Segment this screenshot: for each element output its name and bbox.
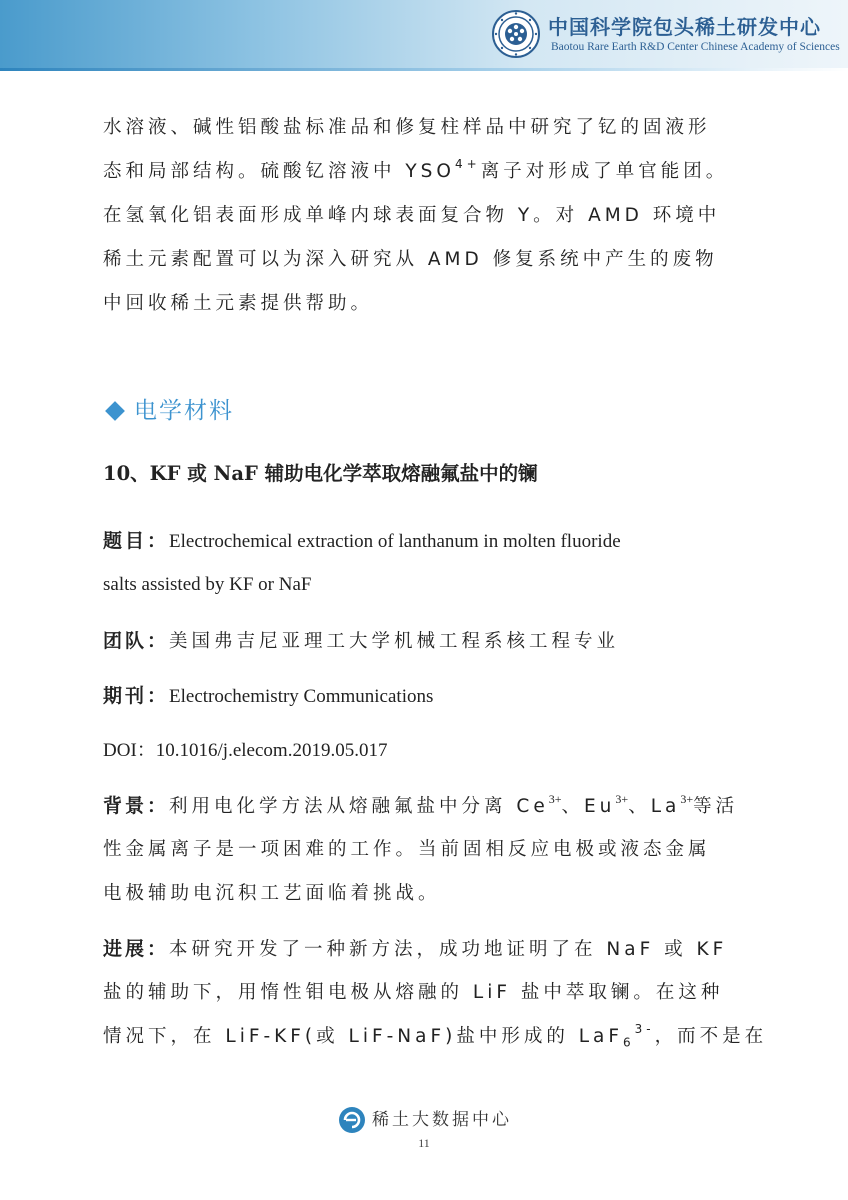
doi-text[interactable]: 10.1016/j.elecom.2019.05.017 xyxy=(155,740,388,761)
topic-text-1: Electrochemical extraction of lanthanum in molten fluoride xyxy=(169,531,621,552)
la-charge: 3+ xyxy=(680,791,694,806)
team-label: 团队： xyxy=(103,630,170,652)
page-number: 11 xyxy=(418,1136,430,1150)
eu-charge: 3+ xyxy=(615,791,629,806)
article-title: 10、KF 或 NaF 辅助电化学萃取熔融氟盐中的镧 xyxy=(103,462,538,485)
team-block xyxy=(103,619,748,663)
laf-charge: 3- xyxy=(634,1021,655,1036)
journal-block xyxy=(103,674,748,718)
background-sep-1: 、Eu xyxy=(561,796,616,817)
laf-subscript: 6 xyxy=(622,1035,635,1050)
section-heading xyxy=(103,392,234,436)
intro-line-5: 中回收稀土元素提供帮助。 xyxy=(103,293,374,314)
journal-text: Electrochemistry Communications xyxy=(169,686,434,707)
journal-label: 期刊： xyxy=(103,685,170,707)
intro-line-2 xyxy=(103,150,748,194)
topic-line-1 xyxy=(103,519,748,563)
background-block xyxy=(103,784,748,916)
background-line-1 xyxy=(103,784,748,828)
background-text-1: 利用电化学方法从熔融氟盐中分离 Ce xyxy=(169,796,549,817)
ce-charge: 3+ xyxy=(548,791,562,806)
background-sep-2: 、La xyxy=(628,796,681,817)
intro-line-2-text: 态和局部结构。硫酸钇溶液中 YSO xyxy=(103,161,455,182)
header-subtitle: Baotou Rare Earth R&D Center Chinese Academy of Sciences xyxy=(551,41,840,53)
intro-line-4: 稀土元素配置可以为深入研究从 AMD 修复系统中产生的废物 xyxy=(103,249,718,270)
yso-charge: 4+ xyxy=(455,156,481,171)
diamond-icon xyxy=(105,401,125,421)
footer-text: 稀土大数据中心 xyxy=(372,1110,512,1130)
progress-label: 进展： xyxy=(103,938,170,960)
intro-line-2-tail: 离子对形成了单官能团。 xyxy=(480,161,729,182)
journal-line xyxy=(103,674,748,718)
progress-block xyxy=(103,927,768,1059)
progress-text-3: 情况下，在 LiF-KF(或 LiF-NaF)盐中形成的 LaF xyxy=(103,1026,623,1047)
progress-text-1: 本研究开发了一种新方法，成功地证明了在 NaF 或 KF xyxy=(169,939,728,960)
background-text-end: 等活 xyxy=(693,796,739,817)
progress-line-1 xyxy=(103,927,748,971)
background-line-2: 性金属离子是一项困难的工作。当前固相反应电极或液态金属 xyxy=(103,839,711,860)
doi-label: DOI： xyxy=(103,740,156,761)
page-header xyxy=(0,0,848,68)
progress-text-3-tail: ，而不是在 xyxy=(654,1026,768,1047)
team-line xyxy=(103,619,748,663)
background-line-3: 电极辅助电沉积工艺面临着挑战。 xyxy=(103,883,441,904)
intro-paragraph xyxy=(103,106,748,326)
team-text: 美国弗吉尼亚理工大学机械工程系核工程专业 xyxy=(169,631,620,652)
doi-block xyxy=(103,729,748,773)
background-label: 背景： xyxy=(103,795,170,817)
intro-line-3: 在氢氧化铝表面形成单峰内球表面复合物 Y。对 AMD 环境中 xyxy=(103,205,721,226)
progress-line-3 xyxy=(103,1015,768,1059)
header-title: 中国科学院包头稀土研发中心 xyxy=(548,15,821,39)
cas-emblem-icon xyxy=(492,10,540,58)
topic-label: 题目： xyxy=(103,530,170,552)
intro-line-1: 水溶液、碱性铝酸盐标准品和修复柱样品中研究了钇的固液形 xyxy=(103,117,711,138)
topic-line-2: salts assisted by KF or NaF xyxy=(103,574,312,595)
doi-line xyxy=(103,729,748,773)
topic-block xyxy=(103,519,748,607)
progress-line-2: 盐的辅助下，用惰性钼电极从熔融的 LiF 盐中萃取镧。在这种 xyxy=(103,982,724,1003)
section-title: 电学材料 xyxy=(134,398,234,424)
rare-earth-data-logo-icon xyxy=(338,1106,366,1134)
